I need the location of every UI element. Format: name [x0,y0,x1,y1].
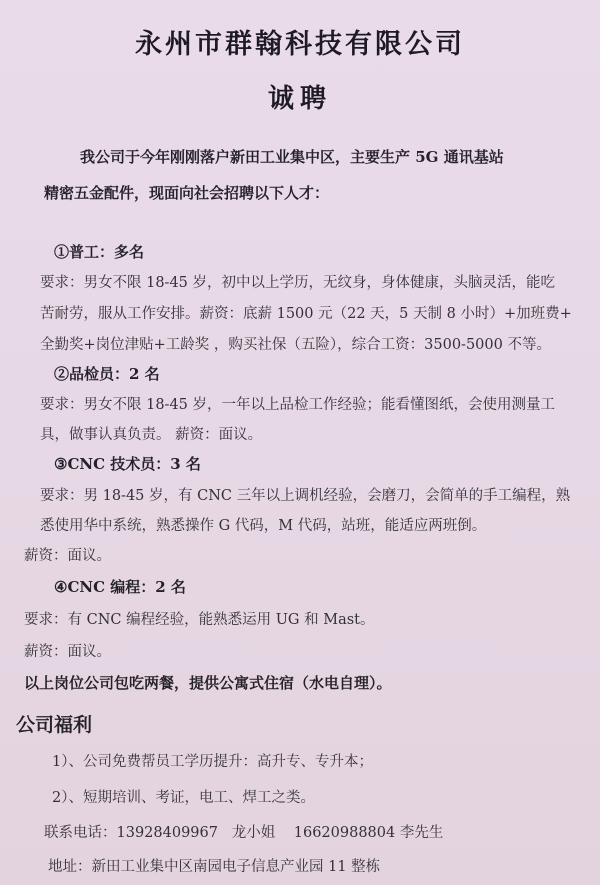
position-detail-line: 苦耐劳，服从工作安排。薪资：底薪 1500 元（22 天，5 天制 8 小时）+加班费+ [40,306,572,322]
welfare-item: 1）、公司免费帮员工学历提升：高升专、专升本； [52,754,373,770]
position-detail-line: 要求：男女不限 18-45 岁，初中以上学历，无纹身，身体健康，头脑灵活，能吃 [40,275,556,291]
position-detail-line: 要求：有 CNC 编程经验，能熟悉运用 UG 和 Mast。 [24,612,375,628]
position-detail-line: 具，做事认真负责。 薪资：面议。 [40,427,263,443]
position-title-general-worker: ①普工：多名 [54,243,145,261]
welfare-heading: 公司福利 [16,714,93,736]
intro-line-2: 精密五金配件，现面向社会招聘以下人才： [44,184,330,202]
welfare-item: 2）、短期培训、考证，电工、焊工之类。 [52,790,315,806]
position-salary-line: 薪资：面议。 [24,644,111,660]
position-detail-line: 要求：男 18-45 岁，有 CNC 三年以上调机经验，会磨刀，会简单的手工编程，熟 [40,488,571,504]
position-detail-line: 全勤奖+岗位津贴+工龄奖 ，购买社保（五险），综合工资：3500-5000 不等。 [40,337,551,353]
company-name: 永州市群翰科技有限公司 [135,29,465,60]
position-detail-line: 要求：男女不限 18-45 岁，一年以上品检工作经验；能看懂图纸，会使用测量工 [40,397,556,413]
position-salary-line: 薪资：面议。 [24,548,111,564]
position-title-cnc-programmer: ④CNC 编程：2 名 [54,578,186,596]
contact-phones: 联系电话：13928409967 龙小姐 16620988804 李先生 [44,825,444,841]
intro-line-1: 我公司于今年刚刚落户新田工业集中区，主要生产 5G 通讯基站 [80,148,504,166]
position-detail-line: 悉使用华中系统，熟悉操作 G 代码，M 代码，站班，能适应两班倒。 [40,518,487,534]
page-title: 诚聘 [267,84,332,114]
contact-address: 地址：新田工业集中区南园电子信息产业园 11 整栋 [48,859,381,875]
position-title-cnc-technician: ③CNC 技术员：3 名 [54,455,201,473]
position-title-quality-inspector: ②品检员：2 名 [54,365,160,383]
accommodation-note: 以上岗位公司包吃两餐，提供公寓式住宿（水电自理）。 [24,674,392,692]
